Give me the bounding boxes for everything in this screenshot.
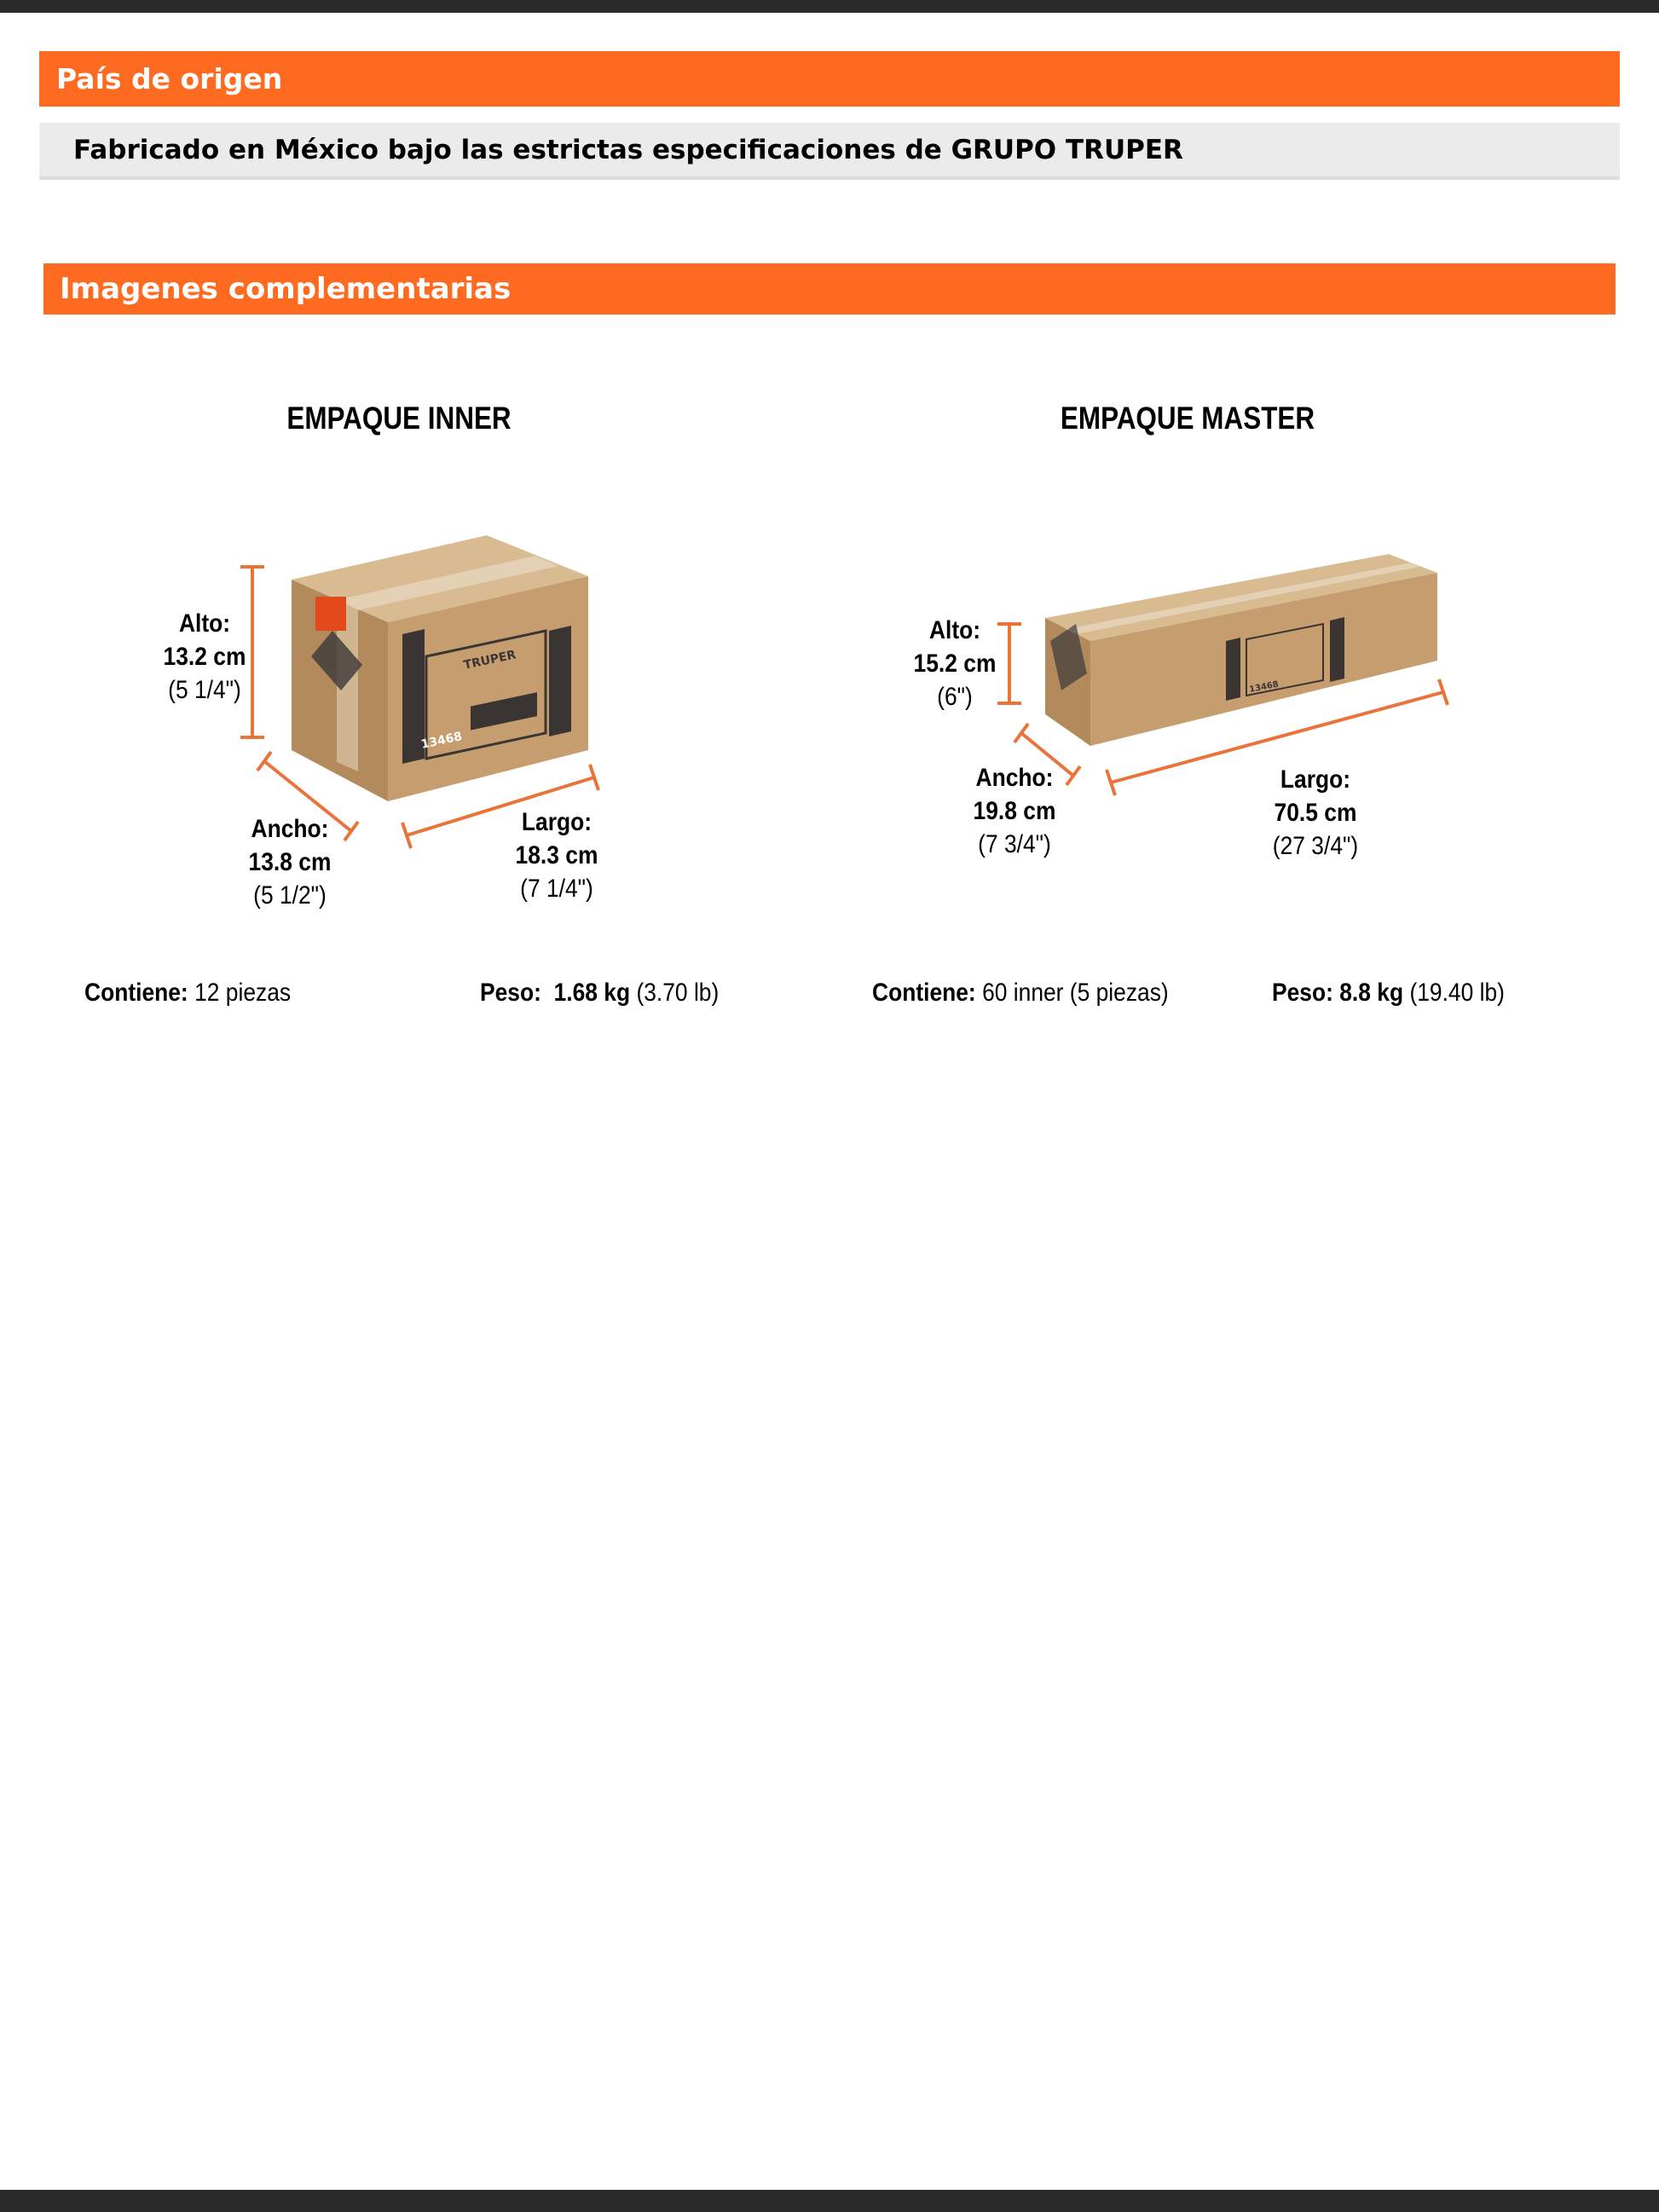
master-largo-title: Largo: (1280, 765, 1351, 794)
inner-ancho-title: Ancho: (251, 815, 329, 843)
inner-peso-kg: 1.68 kg (553, 979, 631, 1007)
inner-contiene (84, 979, 291, 1008)
master-alto-title: Alto: (928, 616, 981, 644)
inner-peso-label: Peso: (480, 979, 541, 1007)
inner-alto-label (152, 607, 257, 707)
inner-contiene-value: 12 piezas (194, 979, 292, 1007)
inner-ancho-label (230, 812, 350, 912)
origin-header-text: País de origen (56, 62, 283, 95)
inner-alto-in: (5 1/4") (168, 676, 241, 704)
master-alto-label (902, 614, 1007, 713)
origin-text: Fabricado en México bajo las estrictas especificaciones de GRUPO TRUPER (73, 134, 1183, 165)
inner-largo-cm: 18.3 cm (515, 841, 598, 869)
master-contiene-label: Contiene: (872, 979, 976, 1007)
inner-largo-title: Largo: (521, 808, 592, 836)
inner-largo-label (497, 806, 617, 905)
master-peso-kg: 8.8 kg (1339, 979, 1404, 1007)
master-contiene (872, 979, 1169, 1008)
inner-package-title: EMPAQUE INNER (286, 401, 512, 436)
master-ancho-cm: 19.8 cm (973, 797, 1056, 825)
master-largo-in: (27 3/4") (1272, 832, 1359, 860)
master-contiene-value: 60 inner (5 piezas) (982, 979, 1169, 1007)
master-largo-label (1256, 763, 1376, 863)
master-ancho-in: (7 3/4") (978, 830, 1051, 858)
master-largo-cm: 70.5 cm (1274, 799, 1357, 827)
master-package-title: EMPAQUE MASTER (1060, 401, 1315, 436)
inner-box-image (292, 535, 588, 801)
inner-ancho-cm: 13.8 cm (248, 848, 332, 876)
inner-alto-title: Alto: (178, 609, 231, 638)
master-peso-lb: (19.40 lb) (1409, 979, 1505, 1007)
master-alto-in: (6") (937, 683, 973, 711)
inner-peso-lb: (3.70 lb) (636, 979, 720, 1007)
inner-largo-in: (7 1/4") (520, 875, 593, 903)
inner-box-code: 13468 (419, 730, 464, 752)
inner-alto-cm: 13.2 cm (163, 643, 246, 671)
master-ancho-title: Ancho: (975, 764, 1054, 792)
master-ancho-label (955, 761, 1075, 861)
images-header-text: Imagenes complementarias (60, 272, 512, 306)
master-alto-cm: 15.2 cm (913, 650, 997, 678)
master-peso (1272, 979, 1505, 1008)
inner-box-brand: TRUPER (462, 648, 517, 673)
master-box-image (1045, 554, 1437, 746)
bottom-bar (0, 2190, 1659, 2212)
inner-peso (480, 979, 719, 1008)
inner-contiene-label: Contiene: (84, 979, 188, 1007)
master-box-code: 13468 (1248, 679, 1280, 695)
inner-ancho-in: (5 1/2") (253, 881, 327, 910)
master-peso-label: Peso: (1272, 979, 1333, 1007)
